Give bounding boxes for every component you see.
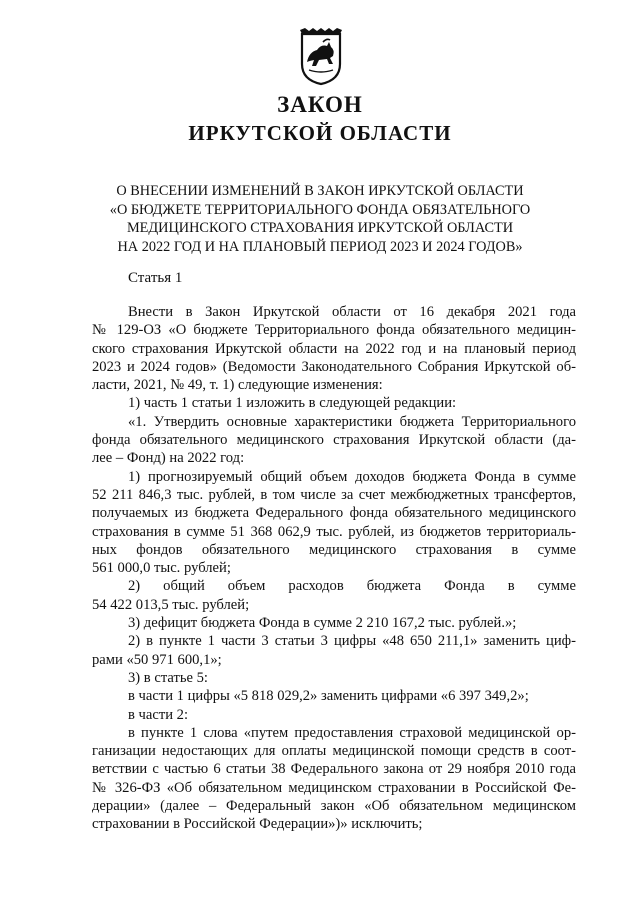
- body-line: 561 000,0 тыс. рублей;: [92, 560, 231, 577]
- body-line: страхования в сумме 51 368 062,9 тыс. рублей, из бюджетов территориаль-: [92, 523, 576, 540]
- body-line: ветствии с частью 6 статьи 38 Федерального закона от 29 ноября 2010 года: [92, 761, 576, 778]
- body-line: ганизации недостающих для оплаты медицинской помощи средств в соот-: [92, 743, 576, 760]
- body-line: страховании в Российской Федерации»)» исключить;: [92, 816, 423, 833]
- subtitle-line: МЕДИЦИНСКОГО СТРАХОВАНИЯ ИРКУТСКОЙ ОБЛАСТИ: [126, 220, 514, 236]
- body-line: в части 1 цифры «5 818 029,2» заменить цифрами «6 397 349,2»;: [128, 688, 529, 705]
- body-line: 52 211 846,3 тыс. рублей, в том числе за счет межбюджетных трансфертов,: [92, 486, 576, 503]
- body-line: рами «50 971 600,1»;: [92, 651, 222, 668]
- body-line: ных фондов обязательного медицинского страхования в сумме: [92, 541, 576, 558]
- body-line: лее – Фонд) на 2022 год:: [92, 450, 245, 467]
- body-line: получаемых из бюджета Федерального фонда обязательного медицинского: [92, 505, 576, 522]
- body-line: 54 422 013,5 тыс. рублей;: [92, 596, 250, 613]
- body-line: в части 2:: [128, 706, 189, 723]
- body-line: Внести в Закон Иркутской области от 16 декабря 2021 года: [128, 304, 576, 320]
- body-line: дерации» (далее – Федеральный закон «Об обязательном медицинском: [92, 798, 576, 815]
- law-subtitle: [0, 182, 640, 256]
- body-line: № 326-ФЗ «Об обязательном медицинском страховании в Российской Фе-: [92, 779, 576, 796]
- body-line: «1. Утвердить основные характеристики бюджета Территориального: [128, 413, 576, 430]
- body-line: 1) часть 1 статьи 1 изложить в следующей редакции:: [128, 395, 457, 412]
- subtitle-line: О ВНЕСЕНИИ ИЗМЕНЕНИЙ В ЗАКОН ИРКУТСКОЙ ОБЛАСТИ: [116, 183, 524, 199]
- body-line: ласти, 2021, № 49, т. 1) следующие изменения:: [92, 377, 383, 394]
- body-line: 3) в статье 5:: [128, 669, 208, 686]
- body-line: 1) прогнозируемый общий объем доходов бюджета Фонда в сумме: [128, 468, 576, 485]
- body-line: в пункте 1 слова «путем предоставления страховой медицинской ор-: [128, 724, 576, 741]
- body-line: 2) в пункте 1 части 3 статьи 3 цифры «48 650 211,1» заменить циф-: [128, 633, 576, 650]
- article-heading: Статья 1: [128, 270, 183, 286]
- body-line: № 129-ОЗ «О бюджете Территориального фонда обязательного медицин-: [92, 322, 576, 339]
- body-line: фонда обязательного медицинского страхования Иркутской области (да-: [92, 432, 576, 449]
- subtitle-line: НА 2022 ГОД И НА ПЛАНОВЫЙ ПЕРИОД 2023 И 2024 ГОДОВ»: [117, 238, 523, 255]
- coat-of-arms-icon: [299, 28, 343, 86]
- law-title: ЗАКОН: [277, 92, 363, 117]
- body-line: 2) общий объем расходов бюджета Фонда в сумме: [128, 578, 576, 595]
- body-line: ского страхования Иркутской области на 2022 год и на плановый период: [92, 340, 576, 357]
- body-line: 2023 и 2024 годов» (Ведомости Законодательного Собрания Иркутской об-: [92, 358, 576, 375]
- law-region-title: ИРКУТСКОЙ ОБЛАСТИ: [188, 121, 452, 145]
- subtitle-line: «О БЮДЖЕТЕ ТЕРРИТОРИАЛЬНОГО ФОНДА ОБЯЗАТЕЛЬНОГО: [109, 201, 531, 218]
- body-line: 3) дефицит бюджета Фонда в сумме 2 210 167,2 тыс. рублей.»;: [128, 615, 517, 632]
- article-body: [92, 303, 576, 834]
